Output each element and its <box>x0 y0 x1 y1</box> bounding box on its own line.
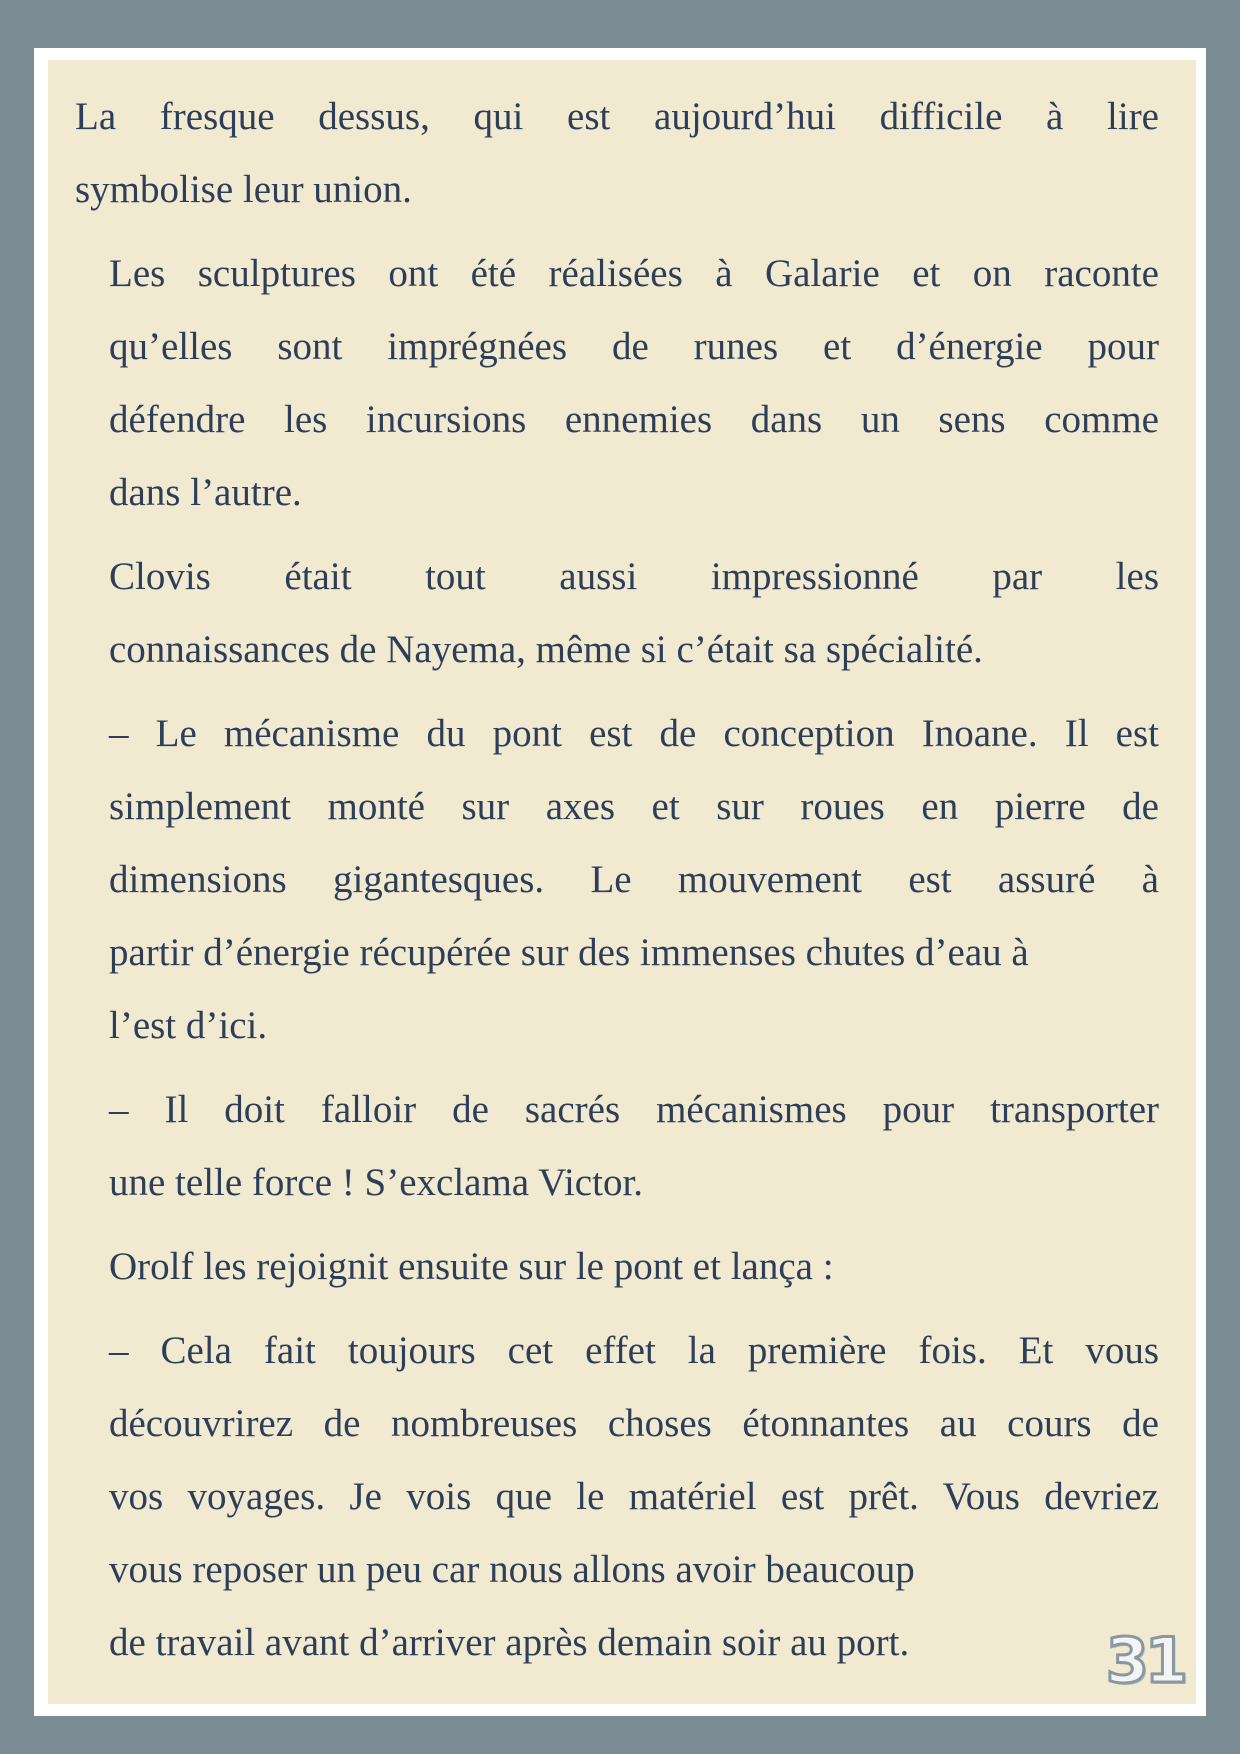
text-line: dans l’autre. <box>109 471 302 514</box>
paragraph <box>75 697 1159 1062</box>
text-line: – Il doit falloir de sacrés mécanismes pour transporter <box>109 1088 1159 1131</box>
paragraph <box>75 1230 1159 1303</box>
body-text <box>75 80 1159 1690</box>
text-line: – Le mécanisme du pont est de conception Inoane. Il est <box>109 712 1159 755</box>
text-line: vos voyages. Je vois que le matériel est prêt. Vous devriez <box>109 1475 1159 1518</box>
paragraph <box>75 80 1159 226</box>
text-line: qu’elles sont imprégnées de runes et d’énergie pour <box>109 325 1159 368</box>
text-line: Les sculptures ont été réalisées à Galarie et on raconte <box>109 252 1159 295</box>
text-line: vous reposer un peu car nous allons avoir beaucoup <box>109 1548 915 1591</box>
text-line: Clovis était tout aussi impressionné par les <box>109 555 1159 598</box>
text-line: simplement monté sur axes et sur roues en pierre de <box>109 785 1159 828</box>
text-line: découvrirez de nombreuses choses étonnantes au cours de <box>109 1402 1159 1445</box>
text-line: l’est d’ici. <box>109 1004 268 1047</box>
text-line: symbolise leur union. <box>75 168 412 211</box>
text-line: connaissances de Nayema, même si c’était sa spécialité. <box>109 628 983 671</box>
text-line: défendre les incursions ennemies dans un sens comme <box>109 398 1159 441</box>
text-line: La fresque dessus, qui est aujourd’hui difficile à lire <box>75 95 1159 138</box>
paragraph <box>75 1314 1159 1679</box>
text-line: dimensions gigantesques. Le mouvement est assuré à <box>109 858 1159 901</box>
page-number: 31 <box>1105 1624 1184 1697</box>
paragraph <box>75 237 1159 529</box>
text-line: – Cela fait toujours cet effet la première fois. Et vous <box>109 1329 1159 1372</box>
paragraph <box>75 1073 1159 1219</box>
text-line: de travail avant d’arriver après demain soir au port. <box>109 1621 910 1664</box>
text-line: une telle force ! S’exclama Victor. <box>109 1161 644 1204</box>
text-line: Orolf les rejoignit ensuite sur le pont et lança : <box>109 1245 834 1288</box>
text-line: partir d’énergie récupérée sur des immenses chutes d’eau à <box>109 931 1029 974</box>
paragraph <box>75 540 1159 686</box>
